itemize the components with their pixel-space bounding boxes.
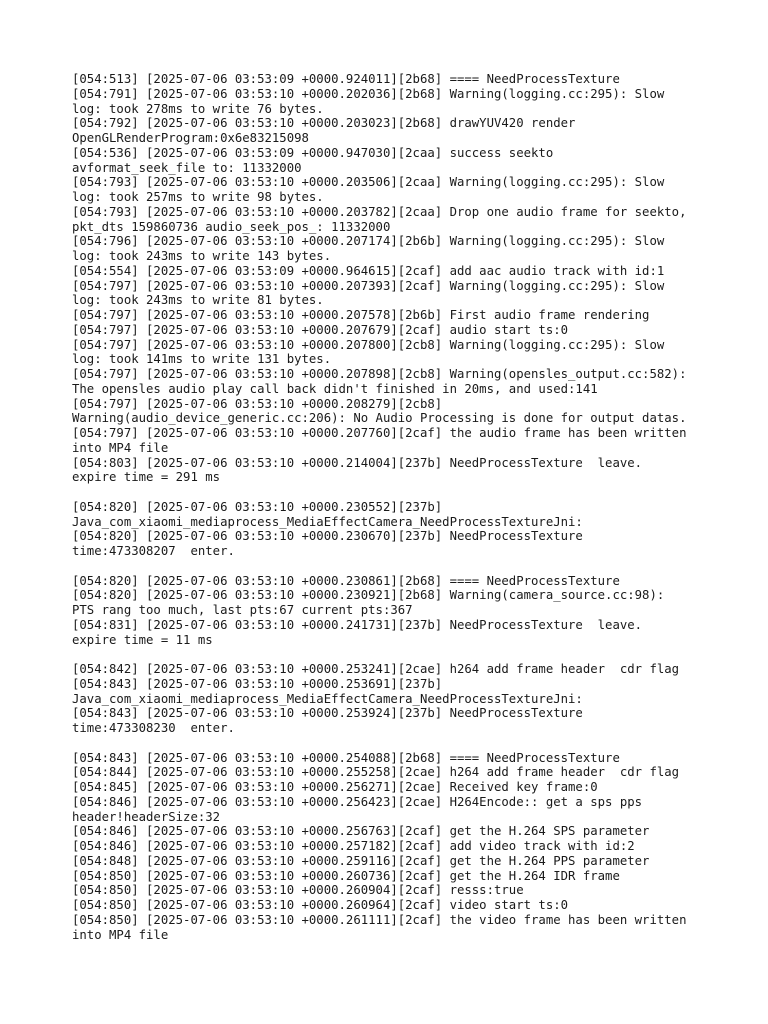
log-line: [054:842] [2025-07-06 03:53:10 +0000.253241][2cae] h264 add frame header cdr flag: [72, 662, 680, 676]
log-line: [054:797] [2025-07-06 03:53:10 +0000.207898][2cb8] Warning(opensles_output.cc:582):: [72, 367, 687, 381]
log-line: log: took 278ms to write 76 bytes.: [72, 101, 324, 116]
log-line: [054:850] [2025-07-06 03:53:10 +0000.260964][2caf] video start ts:0: [72, 898, 569, 912]
log-line: [054:846] [2025-07-06 03:53:10 +0000.256423][2cae] H264Encode:: get a sps pps: [72, 794, 643, 809]
log-line: [054:792] [2025-07-06 03:53:10 +0000.203023][2b68] drawYUV420 render: [72, 116, 576, 131]
log-line: [054:803] [2025-07-06 03:53:10 +0000.214004][237b] NeedProcessTexture leave.: [72, 455, 643, 470]
log-line: [054:793] [2025-07-06 03:53:10 +0000.203782][2caa] Drop one audio frame for seekto,: [72, 204, 687, 219]
log-line: The opensles audio play call back didn't finished in 20ms, and used:141: [72, 381, 598, 396]
log-line: PTS rang too much, last pts:67 current pts:367: [72, 603, 413, 617]
log-line: [054:820] [2025-07-06 03:53:10 +0000.230861][2b68] ==== NeedProcessTexture: [72, 573, 620, 588]
log-line: [054:846] [2025-07-06 03:53:10 +0000.257182][2caf] add video track with id:2: [72, 839, 635, 853]
log-line: [054:793] [2025-07-06 03:53:10 +0000.203506][2caa] Warning(logging.cc:295): Slow: [72, 175, 665, 190]
blank-line: [72, 485, 732, 500]
log-line: [054:797] [2025-07-06 03:53:10 +0000.208279][2cb8]: [72, 396, 443, 411]
log-line: [054:513] [2025-07-06 03:53:09 +0000.924011][2b68] ==== NeedProcessTexture: [72, 72, 620, 86]
log-line: [054:831] [2025-07-06 03:53:10 +0000.241731][237b] NeedProcessTexture leave.: [72, 617, 643, 632]
log-line: expire time = 11 ms: [72, 632, 213, 647]
log-line: log: took 257ms to write 98 bytes.: [72, 190, 324, 204]
blank-line: [72, 736, 732, 751]
log-line: header!headerSize:32: [72, 809, 221, 824]
log-line: [054:820] [2025-07-06 03:53:10 +0000.230552][237b]: [72, 499, 443, 514]
log-line: [054:797] [2025-07-06 03:53:10 +0000.207578][2b6b] First audio frame rendering: [72, 308, 650, 322]
log-line: [054:796] [2025-07-06 03:53:10 +0000.207174][2b6b] Warning(logging.cc:295): Slow: [72, 234, 665, 249]
log-line: into MP4 file: [72, 927, 169, 942]
log-line: time:473308230 enter.: [72, 721, 235, 735]
log-line: into MP4 file: [72, 440, 169, 455]
blank-line: [72, 559, 732, 574]
log-line: [054:850] [2025-07-06 03:53:10 +0000.261111][2caf] the video frame has been written: [72, 912, 687, 927]
log-line: [054:797] [2025-07-06 03:53:10 +0000.207393][2caf] Warning(logging.cc:295): Slow: [72, 278, 665, 293]
log-line: pkt_dts 159860736 audio_seek_pos_: 11332000: [72, 219, 391, 234]
log-line: log: took 141ms to write 131 bytes.: [72, 352, 332, 367]
log-line: [054:791] [2025-07-06 03:53:10 +0000.202036][2b68] Warning(logging.cc:295): Slow: [72, 86, 665, 101]
log-line: [054:848] [2025-07-06 03:53:10 +0000.259116][2caf] get the H.264 PPS parameter: [72, 853, 650, 868]
log-line: [054:536] [2025-07-06 03:53:09 +0000.947030][2caa] success seekto: [72, 145, 554, 160]
log-line: Java_com_xiaomi_mediaprocess_MediaEffectCamera_NeedProcessTextureJni:: [72, 514, 583, 529]
log-line: [054:797] [2025-07-06 03:53:10 +0000.207760][2caf] the audio frame has been written: [72, 426, 687, 440]
log-line: [054:554] [2025-07-06 03:53:09 +0000.964615][2caf] add aac audio track with id:1: [72, 263, 665, 278]
blank-line: [72, 647, 732, 662]
log-line: [054:797] [2025-07-06 03:53:10 +0000.207800][2cb8] Warning(logging.cc:295): Slow: [72, 337, 665, 352]
log-line: log: took 243ms to write 81 bytes.: [72, 293, 324, 308]
log-line: [054:843] [2025-07-06 03:53:10 +0000.253691][237b]: [72, 676, 443, 691]
log-line: [054:843] [2025-07-06 03:53:10 +0000.253924][237b] NeedProcessTexture: [72, 706, 583, 721]
log-line: [054:844] [2025-07-06 03:53:10 +0000.255258][2cae] h264 add frame header cdr flag: [72, 765, 680, 780]
log-line: [054:846] [2025-07-06 03:53:10 +0000.256763][2caf] get the H.264 SPS parameter: [72, 824, 650, 839]
log-line: OpenGLRenderProgram:0x6e83215098: [72, 131, 309, 145]
log-line: avformat_seek_file to: 11332000: [72, 160, 302, 175]
log-line: [054:850] [2025-07-06 03:53:10 +0000.260904][2caf] resss:true: [72, 883, 524, 898]
log-line: [054:843] [2025-07-06 03:53:10 +0000.254088][2b68] ==== NeedProcessTexture: [72, 750, 620, 765]
log-line: log: took 243ms to write 143 bytes.: [72, 249, 332, 263]
log-document: [72, 72, 732, 942]
log-line: [054:820] [2025-07-06 03:53:10 +0000.230670][237b] NeedProcessTexture: [72, 529, 583, 544]
log-line: expire time = 291 ms: [72, 470, 221, 485]
log-line: [054:820] [2025-07-06 03:53:10 +0000.230921][2b68] Warning(camera_source.cc:98):: [72, 588, 665, 603]
log-line: [054:797] [2025-07-06 03:53:10 +0000.207679][2caf] audio start ts:0: [72, 322, 569, 337]
log-line: Warning(audio_device_generic.cc:206): No Audio Processing is done for output datas.: [72, 411, 687, 426]
log-line: time:473308207 enter.: [72, 544, 235, 558]
log-line: [054:850] [2025-07-06 03:53:10 +0000.260736][2caf] get the H.264 IDR frame: [72, 868, 620, 883]
log-line: [054:845] [2025-07-06 03:53:10 +0000.256271][2cae] Received key frame:0: [72, 780, 598, 794]
log-line: Java_com_xiaomi_mediaprocess_MediaEffectCamera_NeedProcessTextureJni:: [72, 691, 583, 706]
